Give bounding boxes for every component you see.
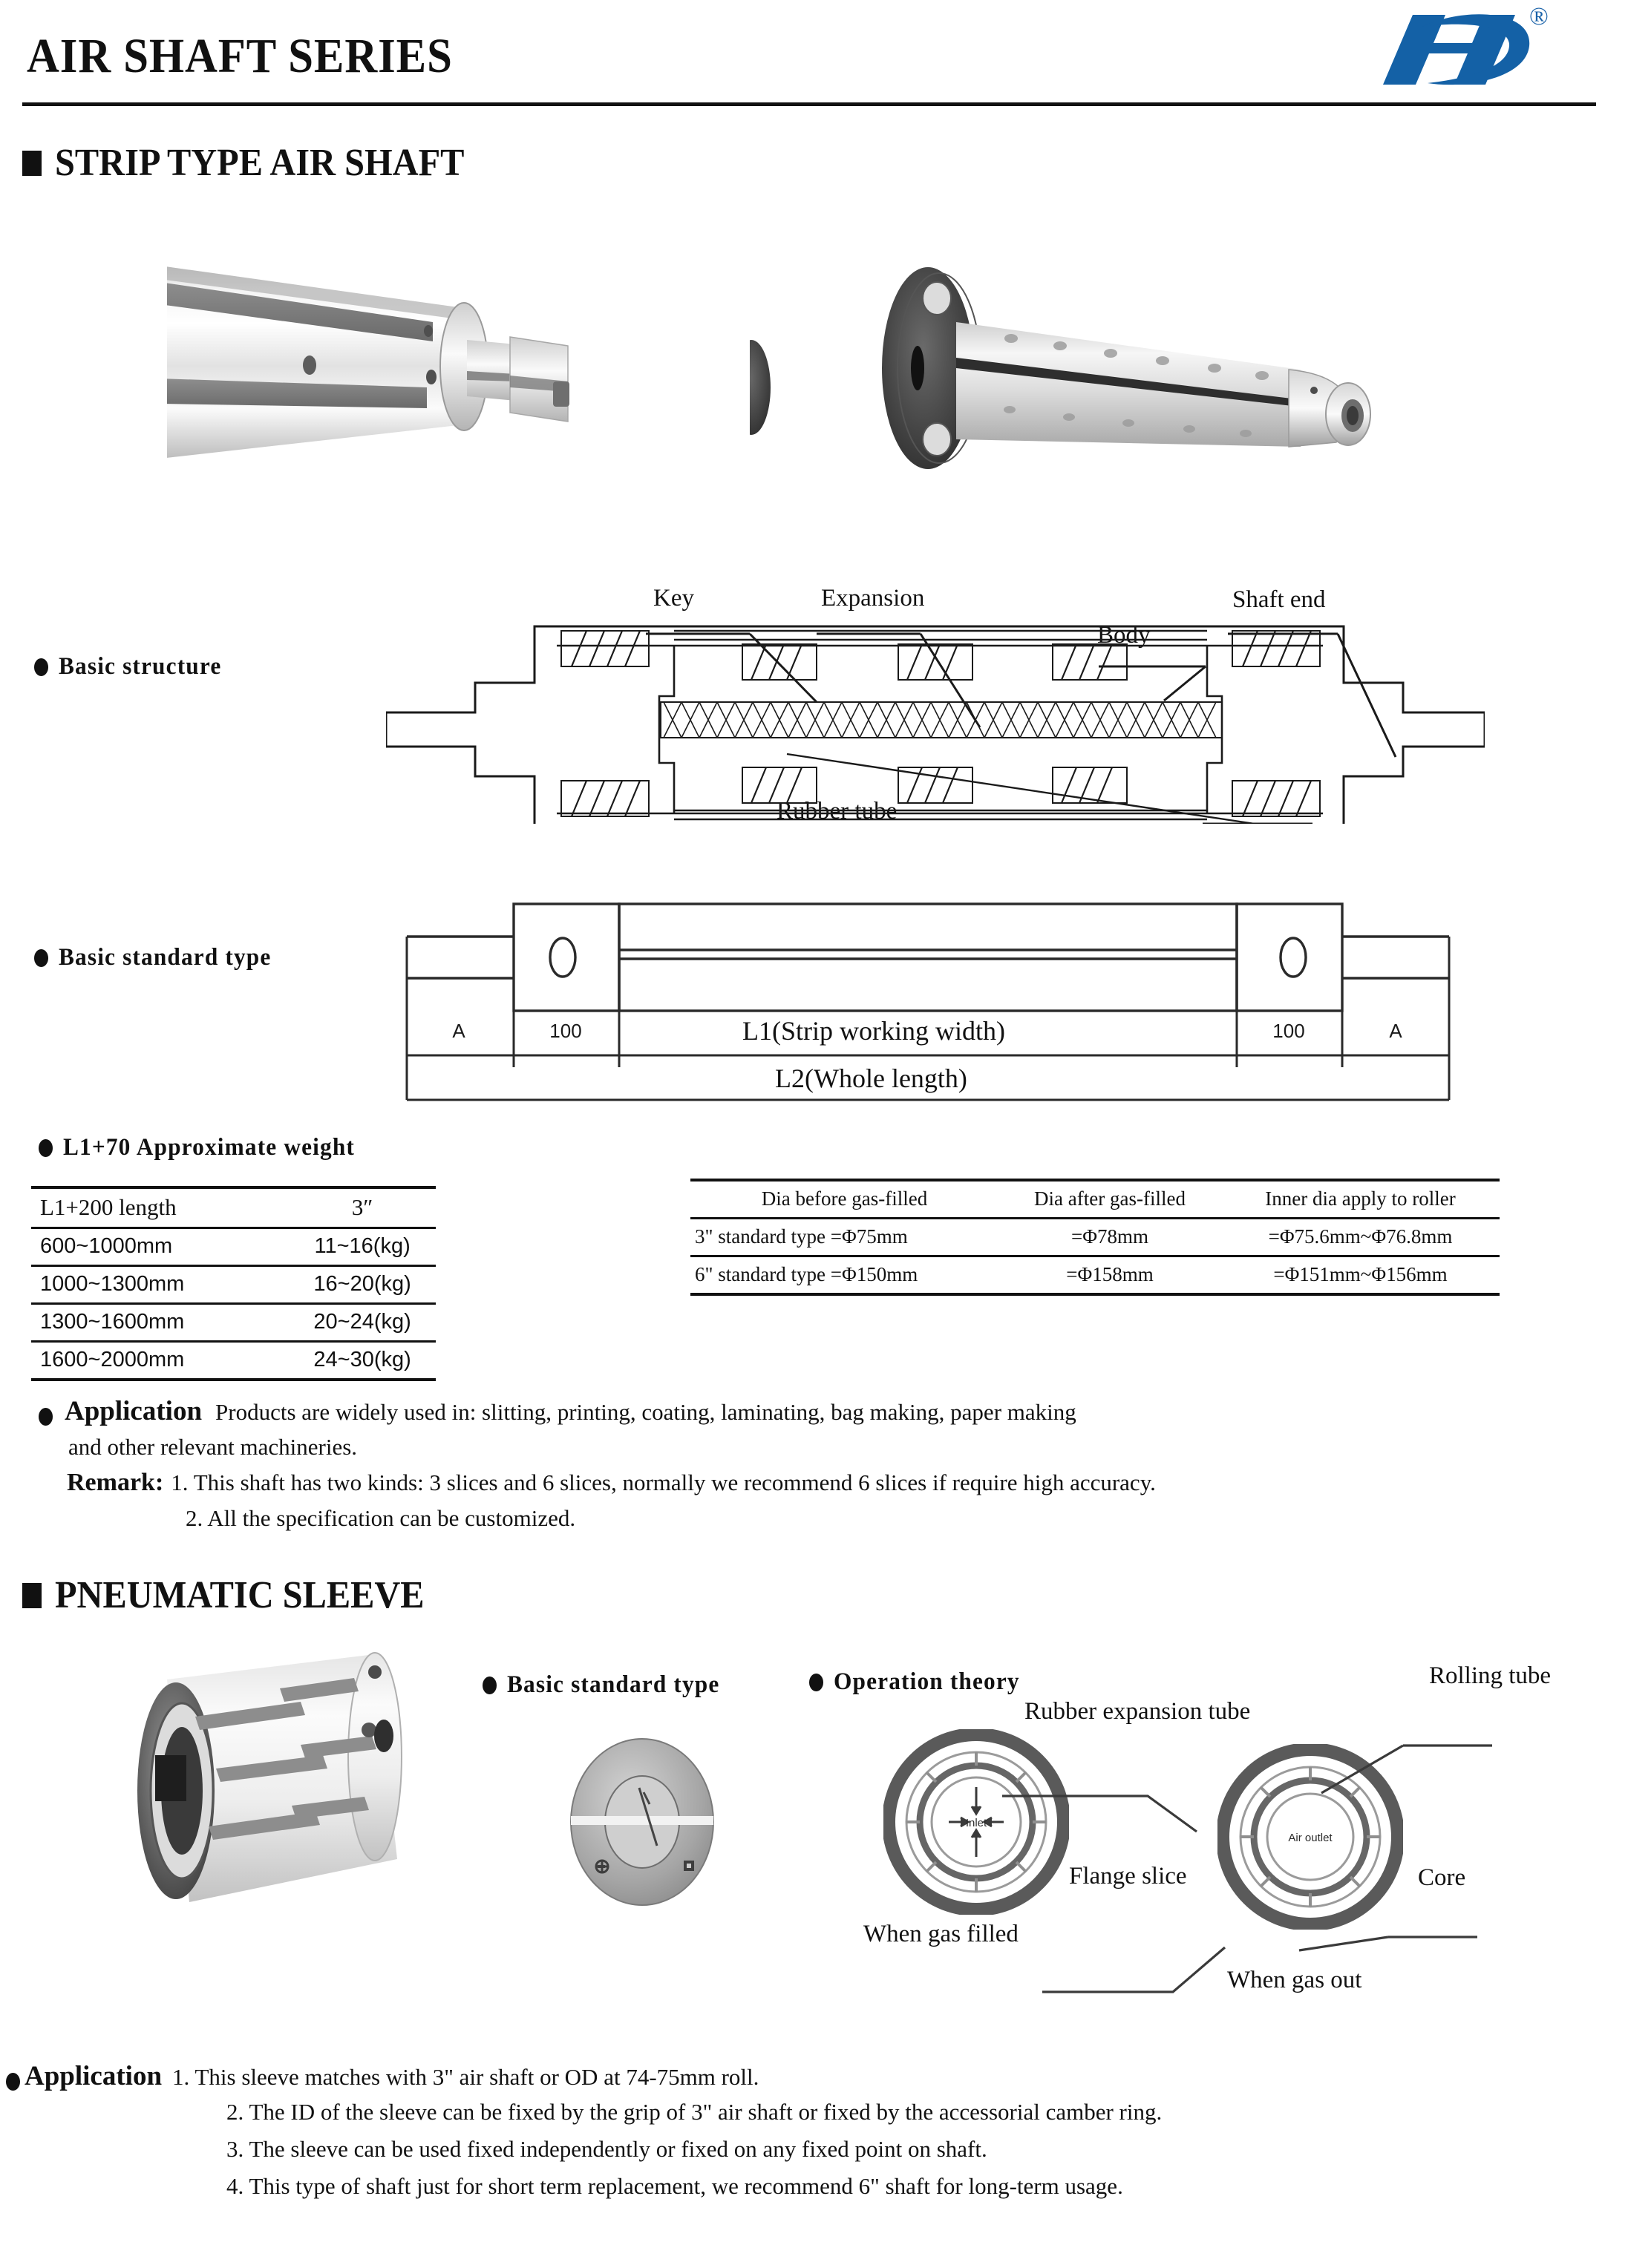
table-row: [31, 1266, 436, 1304]
callout-rolling-tube: Rolling tube: [1429, 1662, 1552, 1689]
table-row: [690, 1256, 1500, 1295]
table-header-row: [31, 1187, 436, 1228]
callout-rubber-expansion-tube: Rubber expansion tube: [1024, 1698, 1251, 1725]
col-header-length: L1+200 length: [31, 1187, 289, 1228]
cell-length: 1600~2000mm: [31, 1342, 289, 1380]
caption-when-gas-filled: When gas filled: [863, 1921, 1019, 1947]
callout-rubber-tube: Rubber tube: [777, 798, 898, 825]
cell-weight: 11~16(kg): [289, 1228, 436, 1266]
square-bullet-icon: [22, 1583, 42, 1608]
hd-logo: [1377, 4, 1548, 88]
dim-label-100-right: 100: [1272, 1020, 1305, 1042]
application-label: Application: [65, 1396, 203, 1426]
table-row: [690, 1219, 1500, 1256]
round-bullet-icon: [34, 949, 48, 967]
dim-label-l2: L2(Whole length): [775, 1063, 967, 1093]
section-title-text: STRIP TYPE AIR SHAFT: [55, 142, 465, 184]
page-title: AIR SHAFT SERIES: [27, 29, 453, 83]
round-bullet-icon: [483, 1677, 497, 1694]
product-photo-strip-air-shaft: [167, 236, 776, 481]
hd-logo-icon: [1377, 4, 1548, 88]
cell-length: 1000~1300mm: [31, 1266, 289, 1304]
remark-item-1: 1. This shaft has two kinds: 3 slices and 6 slices, normally we recommend 6 slices if require high accuracy.: [171, 1469, 1156, 1495]
callout-key: Key: [653, 585, 694, 612]
round-bullet-icon: [34, 658, 48, 676]
strip-application-block: [39, 1395, 1076, 1428]
cell-length: 1300~1600mm: [31, 1304, 289, 1342]
section-heading-strip-type-air-shaft: [22, 141, 495, 185]
dim-label-l1: L1(Strip working width): [742, 1016, 1005, 1046]
operation-theory-heading: [809, 1668, 1030, 1696]
cell-dia-after: =Φ78mm: [998, 1219, 1221, 1256]
basic-standard-type-label: Basic standard type: [59, 944, 272, 971]
sleeve-basic-standard-type-label: Basic standard type: [507, 1671, 720, 1698]
sleeve-application-block: [6, 2060, 759, 2093]
cell-weight: 16~20(kg): [289, 1266, 436, 1304]
cell-dia-after: =Φ158mm: [998, 1256, 1221, 1295]
registered-trademark-icon: ®: [1529, 3, 1549, 30]
round-bullet-icon: [39, 1408, 53, 1426]
application-line2: and other relevant machineries.: [68, 1434, 358, 1460]
cell-dia-before: 3" standard type =Φ75mm: [690, 1219, 998, 1256]
cell-dia-before: 6" standard type =Φ150mm: [690, 1256, 998, 1295]
sleeve-application-item-4: 4. This type of shaft just for short term replacement, we recommend 6" shaft for long-term usage.: [226, 2173, 1123, 2199]
cell-weight: 20~24(kg): [289, 1304, 436, 1342]
dim-label-a-right: A: [1389, 1020, 1402, 1042]
round-bullet-icon: [809, 1674, 823, 1691]
col-header-inner-dia: Inner dia apply to roller: [1221, 1180, 1500, 1219]
remark-item-2: 2. All the specification can be customized.: [186, 1505, 576, 1531]
operation-theory-label: Operation theory: [834, 1668, 1020, 1695]
table-row: [31, 1228, 436, 1266]
diameter-spec-table: [690, 1179, 1500, 1296]
sleeve-application-item-3: 3. The sleeve can be used fixed independently or fixed on any fixed point on shaft.: [226, 2136, 987, 2162]
square-bullet-icon: [22, 151, 42, 176]
inner-label-air-outlet: Air outlet: [1288, 1832, 1333, 1844]
round-bullet-icon: [39, 1139, 53, 1157]
cell-inner-dia: =Φ151mm~Φ156mm: [1221, 1256, 1500, 1295]
callout-shaft-end: Shaft end: [1232, 586, 1326, 613]
inner-label-inlet: Inlet: [965, 1817, 987, 1829]
approximate-weight-table: [31, 1186, 436, 1381]
basic-standard-type-heading: [34, 944, 283, 971]
section-title-text: PNEUMATIC SLEEVE: [55, 1574, 425, 1616]
callout-expansion: Expansion: [821, 585, 925, 612]
basic-structure-diagram: [386, 609, 1485, 824]
weight-table-heading-label: L1+70 Approximate weight: [63, 1134, 355, 1161]
cell-length: 600~1000mm: [31, 1228, 289, 1266]
remark-label: Remark:: [67, 1469, 164, 1496]
sleeve-basic-standard-type-heading: [483, 1671, 731, 1699]
callout-core: Core: [1418, 1864, 1466, 1891]
col-header-dia-after: Dia after gas-filled: [998, 1180, 1221, 1219]
sleeve-end-view-diagram: [546, 1733, 739, 1911]
application-line1: Products are widely used in: slitting, printing, coating, laminating, bag making, paper making: [215, 1399, 1076, 1425]
basic-structure-label: Basic structure: [59, 653, 222, 680]
sleeve-callout-leaders: [1002, 1692, 1596, 2004]
round-bullet-icon: [6, 2073, 20, 2091]
basic-structure-heading: [34, 653, 230, 681]
col-header-3inch: 3″: [289, 1187, 436, 1228]
caption-when-gas-out: When gas out: [1227, 1967, 1362, 1993]
product-photo-flange-air-shaft: [750, 245, 1440, 482]
dim-label-a-left: A: [452, 1020, 465, 1042]
callout-body: Body: [1097, 622, 1151, 649]
col-header-dia-before: Dia before gas-filled: [690, 1180, 998, 1219]
cell-inner-dia: =Φ75.6mm~Φ76.8mm: [1221, 1219, 1500, 1256]
application-label: Application: [24, 2061, 163, 2091]
sleeve-application-item-2: 2. The ID of the sleeve can be fixed by the grip of 3" air shaft or fixed by the accessorial camber ring.: [226, 2099, 1163, 2125]
callout-flange-slice: Flange slice: [1069, 1863, 1187, 1890]
sleeve-application-item-1: 1. This sleeve matches with 3" air shaft or OD at 74-75mm roll.: [172, 2064, 759, 2090]
cell-weight: 24~30(kg): [289, 1342, 436, 1380]
weight-table-heading: [39, 1134, 370, 1161]
table-row: [31, 1342, 436, 1380]
strip-remark-block: [67, 1468, 1156, 1498]
table-header-row: [690, 1180, 1500, 1219]
dim-label-100-left: 100: [549, 1020, 582, 1042]
section-heading-pneumatic-sleeve: [22, 1573, 452, 1617]
table-row: [31, 1304, 436, 1342]
header-divider: [22, 102, 1596, 106]
product-photo-pneumatic-sleeve: [78, 1644, 471, 1933]
